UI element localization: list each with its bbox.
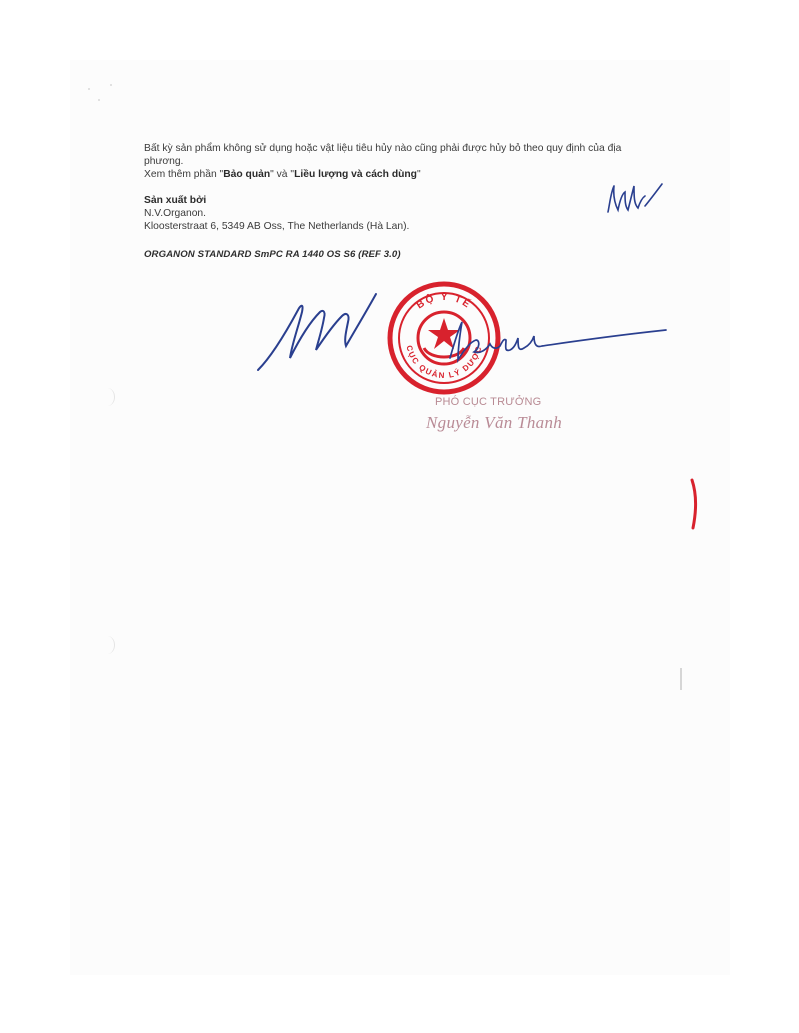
manufacturer-address: Kloosterstraat 6, 5349 AB Oss, The Netherlands (Hà Lan). xyxy=(144,221,410,232)
manufacturer-heading: Sản xuất bởi xyxy=(144,195,207,206)
red-edge-mark xyxy=(690,478,698,530)
svg-text:BỘ Y TẾ xyxy=(415,291,475,311)
signatory-name: Nguyễn Văn Thanh xyxy=(426,413,563,432)
punch-hole-mark xyxy=(100,636,115,654)
signature-left xyxy=(250,288,390,378)
see-also-storage: Bảo quản xyxy=(223,169,271,180)
see-also-prefix: Xem thêm phần " xyxy=(144,169,224,180)
initials-signature xyxy=(598,180,668,220)
stamp-text-top: BỘ Y TẾ xyxy=(414,291,474,312)
manufacturer-name: N.V.Organon. xyxy=(144,208,207,219)
stamp-text-bottom: CỤC QUẢN LÝ DƯỢC xyxy=(404,344,484,381)
scan-speck xyxy=(110,84,112,86)
signature-main xyxy=(440,318,670,368)
disposal-line-1: Bất kỳ sản phẩm không sử dụng hoặc vật liệu tiêu hủy nào cũng phải được hủy bỏ theo quy định của địa xyxy=(144,143,622,154)
body-text xyxy=(144,142,674,261)
scan-speck xyxy=(88,88,90,90)
see-also-suffix: " xyxy=(416,169,421,180)
signatory-title: PHÓ CỤC TRƯỞNG xyxy=(435,396,542,408)
see-also-line xyxy=(144,168,674,181)
reference-code: ORGANON STANDARD SmPC RA 1440 OS S6 (REF 3.0) xyxy=(144,249,401,260)
see-also-dosage: Liều lượng và cách dùng xyxy=(294,169,417,180)
see-also-middle: " và " xyxy=(270,169,295,180)
edge-mark xyxy=(680,668,682,690)
disposal-line-2: phương. xyxy=(144,156,184,167)
scan-speck xyxy=(98,99,100,101)
punch-hole-mark xyxy=(100,388,115,406)
